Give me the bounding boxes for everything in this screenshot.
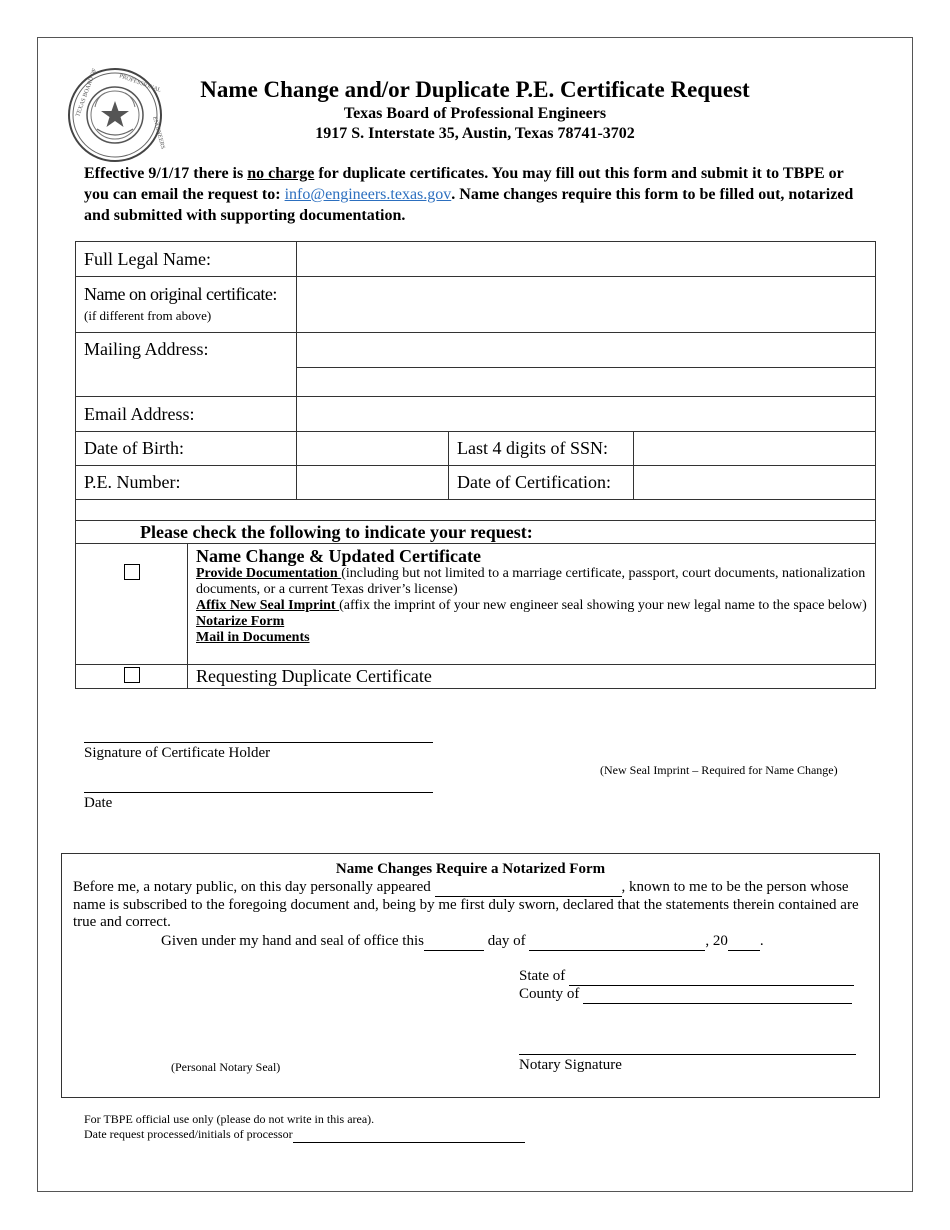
notarize-step: Notarize Form bbox=[196, 614, 285, 629]
mailing-address-field-1[interactable] bbox=[297, 333, 876, 368]
full-legal-name-label: Full Legal Name: bbox=[76, 242, 297, 277]
intro-paragraph: Effective 9/1/17 there is no charge for duplicate certificates. You may fill out this form and submit it to TBPE or you can email the request to: info@engineers.texas.gov. Name changes require this form to be filled out, notarized and submitted with supporting documentation. bbox=[84, 165, 854, 224]
svg-text:ENGINEERS: ENGINEERS bbox=[151, 115, 166, 150]
processor-initials-blank[interactable] bbox=[293, 1127, 525, 1143]
full-legal-name-field[interactable] bbox=[297, 242, 876, 277]
holder-signature-label: Signature of Certificate Holder bbox=[84, 745, 271, 761]
duplicate-option-title: Requesting Duplicate Certificate bbox=[188, 665, 876, 689]
original-name-field[interactable] bbox=[297, 277, 876, 333]
svg-text:TEXAS BOARD OF: TEXAS BOARD OF bbox=[75, 67, 99, 118]
org-address: 1917 S. Interstate 35, Austin, Texas 78741-3702 bbox=[315, 125, 635, 142]
county-line: County of bbox=[519, 986, 852, 1004]
email-address-field[interactable] bbox=[297, 397, 876, 432]
mailing-address-label: Mailing Address: bbox=[76, 333, 297, 397]
documentation-instruction: Provide Documentation (including but not limited to a marriage certificate, passport, court documents, nationalization documents, or a current Texas driver’s license) bbox=[196, 566, 866, 597]
notary-statement: Before me, a notary public, on this day personally appeared , known to me to be the person whose name is subscribed to the foregoing document and, being by me first duly sworn, declared that the statements therein contained are true and correct. bbox=[73, 879, 859, 930]
processed-line: Date request processed/initials of processor bbox=[84, 1127, 525, 1143]
ssn-field[interactable] bbox=[634, 432, 876, 466]
day-blank[interactable] bbox=[424, 933, 484, 951]
date-label: Date bbox=[84, 795, 113, 811]
email-link[interactable]: info@engineers.texas.gov bbox=[284, 186, 452, 203]
no-charge-text: no charge bbox=[247, 165, 315, 182]
dob-field[interactable] bbox=[297, 432, 449, 466]
name-change-option-title: Name Change & Updated Certificate bbox=[196, 546, 481, 566]
date-certification-field[interactable] bbox=[634, 466, 876, 500]
notary-section bbox=[61, 853, 880, 1098]
name-change-checkbox[interactable] bbox=[124, 564, 140, 580]
spacer-row bbox=[76, 500, 876, 521]
appeared-name-blank[interactable] bbox=[435, 879, 622, 897]
date-signature-line[interactable] bbox=[84, 792, 433, 793]
svg-text:PROFESSIONAL: PROFESSIONAL bbox=[118, 73, 162, 94]
ssn-label: Last 4 digits of SSN: bbox=[449, 432, 634, 466]
seal-imprint-note: (New Seal Imprint – Required for Name Change) bbox=[600, 763, 838, 777]
pe-number-field[interactable] bbox=[297, 466, 449, 500]
seal-instruction: Affix New Seal Imprint (affix the imprint of your new engineer seal showing your new legal name to the space below) bbox=[196, 598, 867, 613]
notary-title: Name Changes Require a Notarized Form bbox=[335, 861, 606, 877]
pe-number-label: P.E. Number: bbox=[76, 466, 297, 500]
notary-signature-line[interactable] bbox=[519, 1054, 856, 1055]
date-certification-label: Date of Certification: bbox=[449, 466, 634, 500]
mail-step: Mail in Documents bbox=[196, 630, 310, 645]
state-line: State of bbox=[519, 968, 854, 986]
dob-label: Date of Birth: bbox=[76, 432, 297, 466]
tbpe-seal-logo bbox=[67, 67, 166, 163]
county-blank[interactable] bbox=[583, 986, 852, 1004]
official-use-note: For TBPE official use only (please do not write in this area). bbox=[84, 1112, 375, 1126]
mailing-address-field-2[interactable] bbox=[297, 368, 876, 397]
original-name-label: Name on original certificate: (if different from above) bbox=[76, 277, 297, 333]
form-title: Name Change and/or Duplicate P.E. Certificate Request bbox=[200, 77, 750, 102]
request-table bbox=[75, 520, 876, 689]
request-heading: Please check the following to indicate your request: bbox=[76, 521, 876, 544]
year-blank[interactable] bbox=[728, 933, 760, 951]
month-blank[interactable] bbox=[529, 933, 705, 951]
email-address-label: Email Address: bbox=[76, 397, 297, 432]
holder-signature-line[interactable] bbox=[84, 742, 433, 743]
notary-signature-label: Notary Signature bbox=[519, 1057, 622, 1073]
given-under-line: Given under my hand and seal of office this day of , 20 . bbox=[161, 933, 764, 949]
personal-notary-seal-label: (Personal Notary Seal) bbox=[171, 1060, 281, 1074]
applicant-info-table bbox=[75, 241, 876, 521]
org-name: Texas Board of Professional Engineers bbox=[343, 105, 607, 122]
duplicate-checkbox[interactable] bbox=[124, 667, 140, 683]
state-blank[interactable] bbox=[569, 968, 854, 986]
